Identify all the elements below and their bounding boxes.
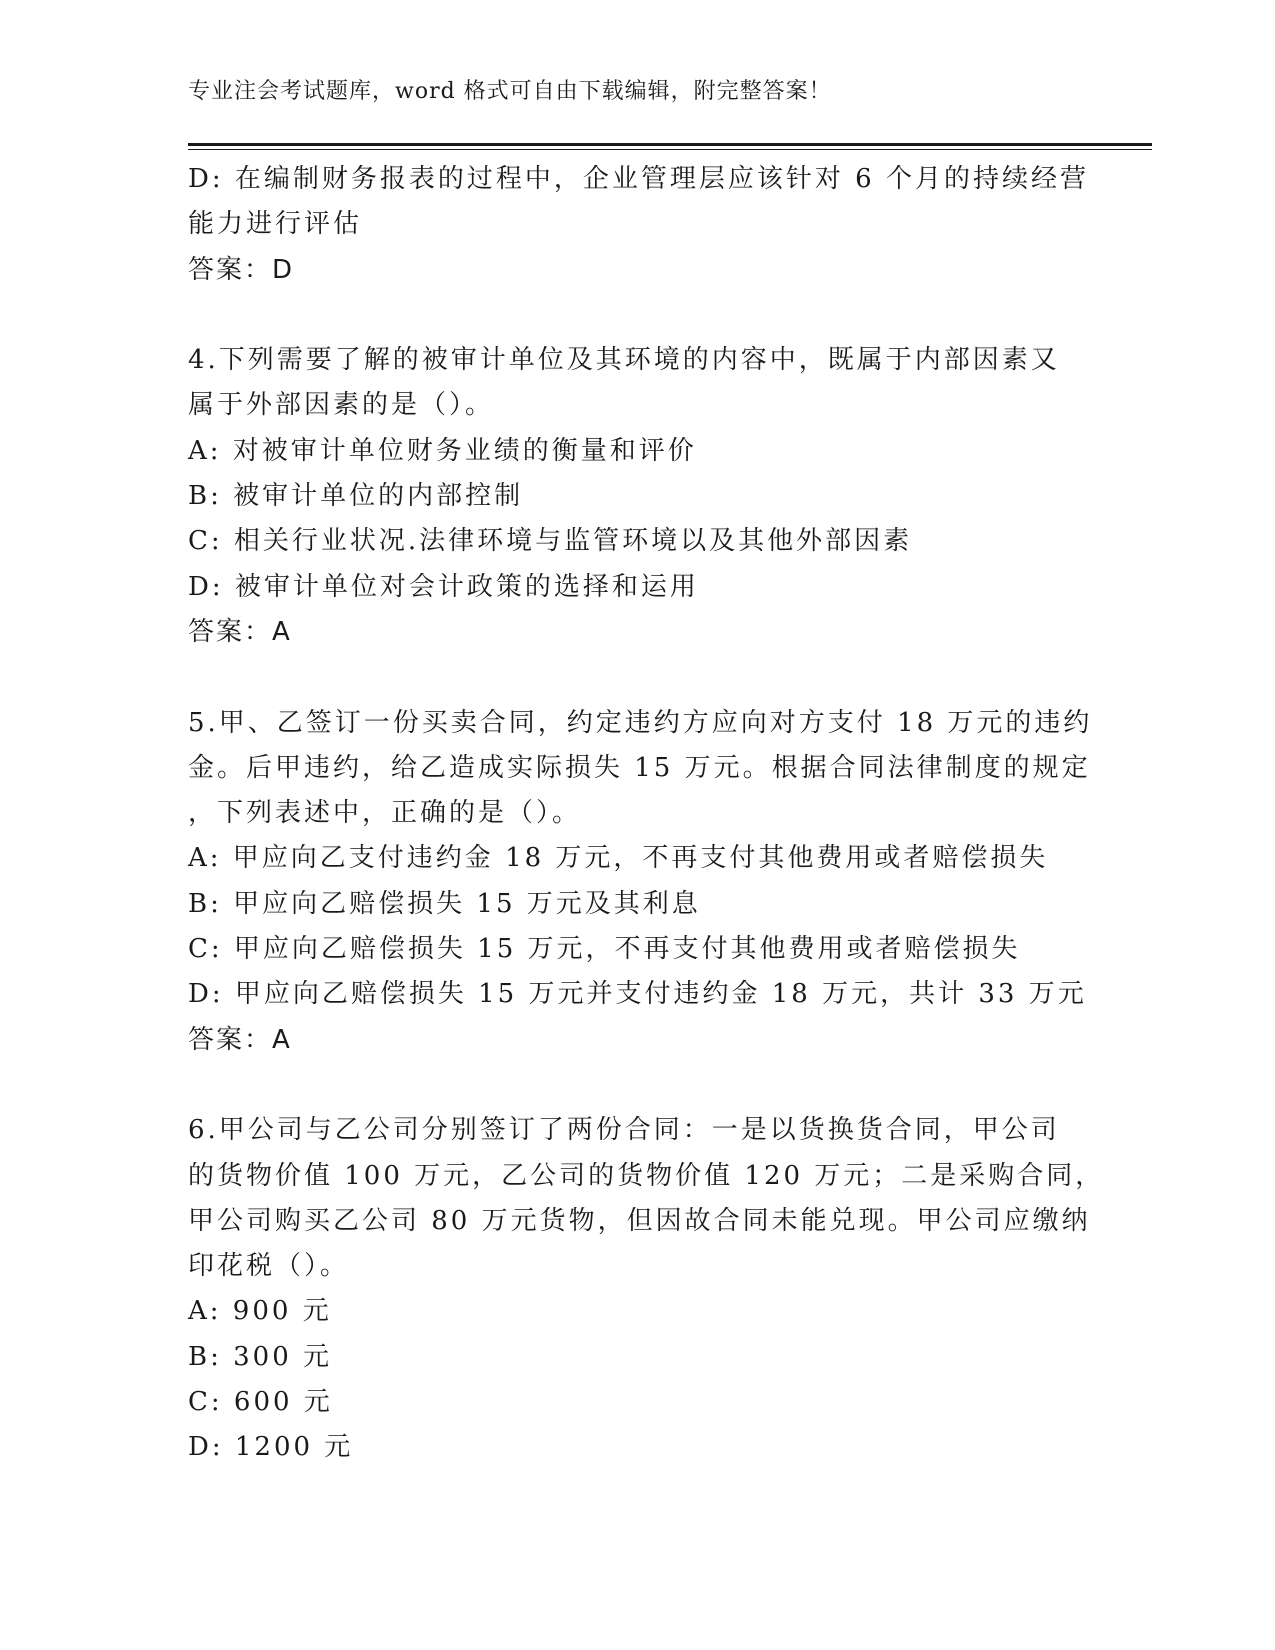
option-d-line-1: D: 在编制财务报表的过程中，企业管理层应该针对 6 个月的持续经营 — [188, 164, 1089, 194]
option-b: B: 甲应向乙赔偿损失 15 万元及其利息 — [188, 888, 701, 919]
spacer — [188, 293, 1088, 338]
option-d: D: 被审计单位对会计政策的选择和运用 — [188, 571, 699, 602]
spacer — [188, 655, 1088, 700]
spacer — [188, 1063, 1088, 1108]
question-stem-line: 金。后甲违约，给乙造成实际损失 15 万元。根据合同法律制度的规定 — [188, 752, 1091, 783]
option-a: A: 对被审计单位财务业绩的衡量和评价 — [188, 435, 697, 466]
document-body — [188, 157, 1105, 1471]
option-a: A: 900 元 — [188, 1296, 332, 1327]
answer-label: 答案：A — [188, 616, 292, 647]
option-d-line-2: 能力进行评估 — [188, 209, 363, 240]
question-stem-line: ，下列表述中，正确的是（）。 — [188, 798, 582, 829]
question-6 — [188, 1108, 1105, 1470]
answer-label: 答案：A — [188, 1024, 292, 1055]
option-c: C: 600 元 — [188, 1387, 333, 1418]
question-5 — [188, 701, 1093, 1063]
question-stem-line: 甲公司购买乙公司 80 万元货物，但因故合同未能兑现。甲公司应缴纳 — [188, 1205, 1091, 1236]
header-rule-thick — [188, 143, 1152, 146]
option-a: A: 甲应向乙支付违约金 18 万元，不再支付其他费用或者赔偿损失 — [188, 843, 1049, 874]
question-stem-line: 4.下列需要了解的被审计单位及其环境的内容中，既属于内部因素又 — [188, 345, 1060, 376]
option-b: B: 被审计单位的内部控制 — [188, 481, 524, 512]
question-4 — [188, 338, 1088, 655]
header-rule-thin — [188, 149, 1152, 150]
page-header: 专业注会考试题库，word 格式可自由下载编辑，附完整答案！ — [188, 79, 832, 104]
question-stem-line: 的货物价值 100 万元，乙公司的货物价值 120 万元；二是采购合同， — [188, 1160, 1105, 1191]
option-d: D: 甲应向乙赔偿损失 15 万元并支付违约金 18 万元，共计 33 万元 — [188, 979, 1087, 1010]
prev-question — [188, 157, 1088, 293]
option-d: D: 1200 元 — [188, 1432, 354, 1463]
question-stem-line: 6.甲公司与乙公司分别签订了两份合同：一是以货换货合同，甲公司 — [188, 1115, 1060, 1146]
option-c: C: 甲应向乙赔偿损失 15 万元，不再支付其他费用或者赔偿损失 — [188, 934, 1021, 965]
question-stem-line: 属于外部因素的是（）。 — [188, 390, 495, 421]
answer-label: 答案：D — [188, 254, 295, 285]
option-b: B: 300 元 — [188, 1341, 333, 1372]
question-stem-line: 印花税（）。 — [188, 1251, 350, 1282]
option-c: C: 相关行业状况.法律环境与监管环境以及其他外部因素 — [188, 526, 913, 557]
question-stem-line: 5.甲、乙签订一份买卖合同，约定违约方应向对方支付 18 万元的违约 — [188, 707, 1093, 738]
